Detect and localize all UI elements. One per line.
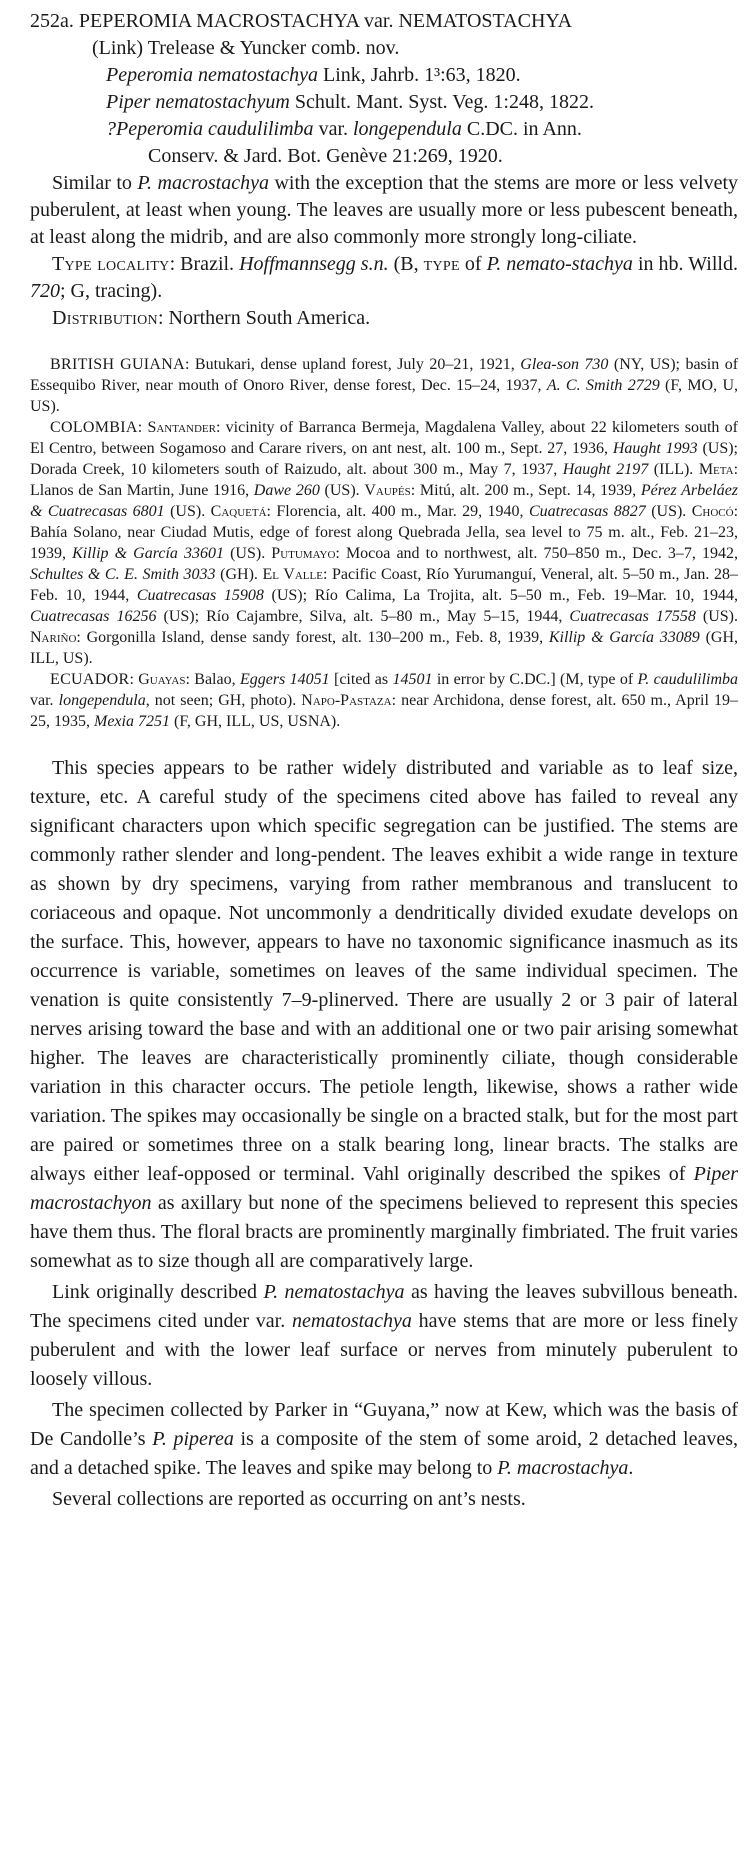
department-name: Chocó [691, 503, 734, 520]
specimen-text: (US); Río Calima, La Trojita, alt. 5–50 m., Feb. 19–Mar. 10, 1944, [263, 587, 739, 604]
specimens-cited [30, 354, 738, 732]
collector: Mexia 7251 [94, 713, 170, 730]
department-name: Putumayo [271, 545, 336, 562]
synonym-2-name: Piper nematostachyum [106, 91, 290, 113]
specimen-text: (US). [695, 608, 739, 625]
distribution [30, 305, 738, 332]
specimen-text: in error by C.DC.] (M, type of [432, 671, 638, 688]
country-name: ECUADOR [50, 671, 130, 688]
species-italic: Piper macrostachyon [30, 1163, 738, 1214]
specimen-entry-colombia: COLOMBIA: Santander: vicinity of Barranca Bermeja, Magdalena Valley, about 22 kilometers south of El Centro, between Sogamoso and Carare rivers, on ant nest, alt. 100 m., Sept. 27, 1936, Haught 1993 (US); Dorada Creek, 10 kilometers south of Raizudo, alt. about 300 m., May 7, 1937, Haught 2197 (ILL). Meta: Llanos de San Martin, June 1916, Dawe 260 (US). Vaupés: Mitú, alt. 200 m., Sept. 14, 1939, Pérez Arbeláez & Cuatrecasas 6801 (US). Caquetá: Florencia, alt. 400 m., Mar. 29, 1940, Cuatrecasas 8827 (US). Chocó: Bahía Solano, near Ciudad Mutis, edge of forest along Quebrada Jella, sea level to 75 m. alt., Feb. 21–23, 1939, Killip & García 33601 (US). Putumayo: Mocoa and to northwest, alt. 750–850 m., Dec. 3–7, 1942, Schultes & C. E. Smith 3033 (GH). El Valle: Pacific Coast, Río Yurumanguí, Veneral, alt. 5–50 m., Jan. 28–Feb. 10, 1944, Cuatrecasas 15908 (US); Río Calima, La Trojita, alt. 5–50 m., Feb. 19–Mar. 10, 1944, Cuatrecasas 16256 (US); Río Cajambre, Silva, alt. 5–80 m., May 5–15, 1944, Cuatrecasas 17558 (US). Nariño: Gorgonilla Island, dense sandy forest, alt. 130–200 m., Feb. 8, 1939, Killip & García 33089 (GH, ILL, US). [30, 419, 739, 667]
collector: Killip & García 33089 [548, 629, 700, 646]
synonym-3-name: ?Peperomia caudulilimba [106, 118, 314, 140]
specimen-text: [cited as [329, 671, 393, 688]
specimen-text: (US). [319, 482, 365, 499]
discussion-paragraph-3 [30, 1396, 738, 1483]
department-name: El Valle [262, 566, 323, 583]
country-name: COLOMBIA [50, 419, 138, 436]
synonym-3-citation-2: C.DC. in Ann. [461, 118, 582, 140]
type-locality [30, 251, 738, 305]
specimen-text: : Florencia, alt. 400 m., Mar. 29, 1940, [266, 503, 529, 520]
collector: Cuatrecasas 16256 [30, 608, 157, 625]
specimen-text: : Butukari, dense upland forest, July 20–21, 1921, [185, 356, 521, 373]
collector: Pérez Arbeláez & Cuatrecasas 6801 [30, 482, 739, 520]
species-italic: P. caudulilimba [637, 671, 739, 688]
specimen-text: : Balao, [185, 671, 240, 688]
synonym-1-citation: Link, Jahrb. 1³:63, 1820. [317, 64, 521, 86]
type-locality-text: (B, [388, 253, 424, 275]
specimen-text: (F, MO, U, US). [30, 377, 738, 415]
specimen-text: : Mocoa and to northwest, alt. 750–850 m., Dec. 3–7, 1942, [335, 545, 739, 562]
discussion-text: The specimen collected by Parker in “Guyana,” now at Kew, which was the basis of De Candolle’s [30, 1399, 738, 1450]
discussion-text: This species appears to be rather widely distributed and variable as to leaf size, texture, etc. A careful study of the specimens cited above has failed to reveal any significant characters upon which specific segregation can be justified. The stems are commonly rather slender and long-pendent. The leaves exhibit a wide range in texture as shown by dry specimens, varying from rather membranous and translucent to coriaceous and opaque. Not uncommonly a dendritically divided exudate develops on the surface. This, however, appears to have no taxonomic significance inasmuch as its occurrence is variable, sometimes on leaves of the same individual specimen. The venation is quite consistently 7–9-plinerved. There are usually 2 or 3 pair of lateral nerves arising toward the base and with an additional one or two pair arising somewhat higher. The leaves are characteristically prominently ciliate, though considerable variation in this character occurs. The petiole length, likewise, shows a rather wide variation. The spikes may occasionally be single on a bracted stalk, but for the most part are paired or sometimes three on a stalk bearing long, linear bracts. The stalks are always either leaf-opposed or terminal. Vahl originally described the spikes of [30, 757, 738, 1185]
species-name: PEPEROMIA MACROSTACHYA var. NEMATOSTACHYA [78, 10, 573, 32]
species-heading [30, 8, 738, 35]
species-italic: P. nematostachya [263, 1281, 405, 1303]
description-text: with the exception that the stems are more or less velvety puberulent, at least when young. The leaves are usually more or less pubescent beneath, at least along the midrib, and are also commonly more strongly long-ciliate. [30, 172, 739, 248]
specimen-text: : Bahía Solano, near Ciudad Mutis, edge of forest along Quebrada Jella, sea level to 75 m. alt., Feb. 21–23, 1939, [30, 503, 739, 562]
description-italic: P. macrostachya [137, 172, 269, 194]
species-italic: nematostachya [291, 1310, 412, 1332]
specimen-text: (NY, US); basin of Essequibo River, near mouth of Onoro River, dense forest, Dec. 15–24, 1937, [30, 356, 739, 394]
specimen-text: (US). [645, 503, 692, 520]
specimen-text: (US); Río Cajambre, Silva, alt. 5–80 m., May 5–15, 1944, [156, 608, 570, 625]
species-authors: (Link) Trelease & Yuncker comb. nov. [92, 37, 400, 59]
specimen-text: var. [30, 692, 59, 709]
synonym-3-continuation: Conserv. & Jard. Bot. Genève 21:269, 1920. [148, 145, 503, 167]
specimen-text: (US). [164, 503, 211, 520]
collector: Cuatrecasas 17558 [569, 608, 696, 625]
specimen-text: : vicinity of Barranca Bermeja, Magdalena Valley, about 22 kilometers south of El Centro, between Sogamoso and Carare rivers, on ant nest, alt. 100 m., Sept. 27, 1936, [30, 419, 739, 457]
synonym-3-variety: longependula [353, 118, 462, 140]
type-locality-text: of [459, 253, 487, 275]
specimen-text: (ILL). [648, 461, 699, 478]
collector: Haught 1993 [612, 440, 698, 457]
discussion-paragraph-2 [30, 1278, 738, 1394]
collector: Killip & García 33601 [72, 545, 224, 562]
department-name: Nariño [30, 629, 77, 646]
discussion-paragraph-4: Several collections are reported as occurring on ant’s nests. [52, 1488, 526, 1510]
specimen-entry-british-guiana [30, 354, 738, 417]
synonym-3 [106, 116, 738, 143]
synonym-1 [106, 62, 738, 89]
synonym-3-citation: var. [313, 118, 353, 140]
description-text: Similar to [52, 172, 138, 194]
specimen-text: , not seen; GH, photo). [145, 692, 302, 709]
department-name: Guayas [138, 671, 186, 688]
specimen-text: (GH). [215, 566, 263, 583]
collector: Dawe 260 [253, 482, 320, 499]
type-locality-collector: Hoffmannsegg s.n. [239, 253, 389, 275]
department-name: Napo-Pastaza [301, 692, 392, 709]
discussion-text: is a composite of the stem of some aroid, 2 detached leaves, and a detached spike. The leaves and spike may belong to [30, 1428, 739, 1479]
specimen-text: : Pacific Coast, Río Yurumanguí, Veneral, alt. 5–50 m., Jan. 28–Feb. 10, 1944, [30, 566, 739, 604]
specimen-text: (F, GH, ILL, US, USNA). [169, 713, 341, 730]
specimen-entry-ecuador: ECUADOR: Guayas: Balao, Eggers 14051 [cited as 14501 in error by C.DC.] (M, type of P. caudulilimba var. longependula, not seen; GH, photo). Napo-Pastaza: near Archidona, dense forest, alt. 650 m., April 19–25, 1935, Mexia 7251 (F, GH, ILL, US, USNA). [30, 671, 739, 730]
collector: Glea-son 730 [520, 356, 609, 373]
collector: Haught 2197 [562, 461, 649, 478]
type-locality-text: : Brazil. [169, 253, 240, 275]
specimen-text: (GH, ILL, US). [30, 629, 739, 667]
discussion-text: as having the leaves subvillous beneath. The specimens cited under var. [30, 1281, 739, 1332]
discussion-text: Link originally described [52, 1281, 264, 1303]
description-paragraph [30, 170, 738, 251]
synonym-2 [106, 89, 738, 116]
specimen-text: : near Archidona, dense forest, alt. 650 m., April 19–25, 1935, [30, 692, 739, 730]
collector: 14501 [392, 671, 433, 688]
specimen-text: : Gorgonilla Island, dense sandy forest, alt. 130–200 m., Feb. 8, 1939, [76, 629, 549, 646]
discussion-paragraph-1 [30, 754, 738, 1276]
distribution-label: Distribution [52, 307, 158, 329]
type-label: type [423, 253, 460, 275]
specimen-text: (US). [224, 545, 272, 562]
department-name: Vaupés [364, 482, 411, 499]
collector: Schultes & C. E. Smith 3033 [30, 566, 216, 583]
species-italic: P. piperea [152, 1428, 234, 1450]
type-locality-label: Type locality [52, 253, 170, 275]
discussion-text: have stems that are more or less finely puberulent and with the lower leaf surface or nerves from minutely puberulent to loosely villous. [30, 1310, 738, 1390]
type-locality-text: in hb. Willd. [632, 253, 738, 275]
collector: Cuatrecasas 8827 [528, 503, 646, 520]
synonym-1-name: Peperomia nematostachya [106, 64, 318, 86]
collector: Eggers 14051 [239, 671, 330, 688]
synonym-2-citation: Schult. Mant. Syst. Veg. 1:248, 1822. [289, 91, 594, 113]
country-name: BRITISH GUIANA [50, 356, 185, 373]
collector: A. C. Smith 2729 [546, 377, 660, 394]
specimen-text: (US); Dorada Creek, 10 kilometers south of Raizudo, alt. about 300 m., May 7, 1937, [30, 440, 739, 478]
distribution-text: : Northern South America. [157, 307, 371, 329]
species-italic: P. macrostachya [497, 1457, 629, 1479]
type-locality-species: P. nemato-stachya [486, 253, 633, 275]
species-number: 252a. [30, 10, 74, 32]
department-name: Santander [147, 419, 216, 436]
department-name: Caquetá [210, 503, 267, 520]
discussion-section [30, 754, 738, 1514]
type-locality-text: ; G, tracing). [60, 280, 163, 302]
type-locality-number: 720 [30, 280, 60, 302]
specimen-text: : Llanos de San Martin, June 1916, [30, 461, 739, 499]
department-name: Meta [698, 461, 734, 478]
specimen-text: : Mitú, alt. 200 m., Sept. 14, 1939, [410, 482, 641, 499]
species-italic: longependula [58, 692, 146, 709]
discussion-text: . [628, 1457, 634, 1479]
collector: Cuatrecasas 15908 [136, 587, 264, 604]
discussion-text: as axillary but none of the specimens believed to represent this species have them thus. The floral bracts are prominently marginally fimbriated. The fruit varies somewhat as to size though all are comparatively large. [30, 1192, 738, 1272]
